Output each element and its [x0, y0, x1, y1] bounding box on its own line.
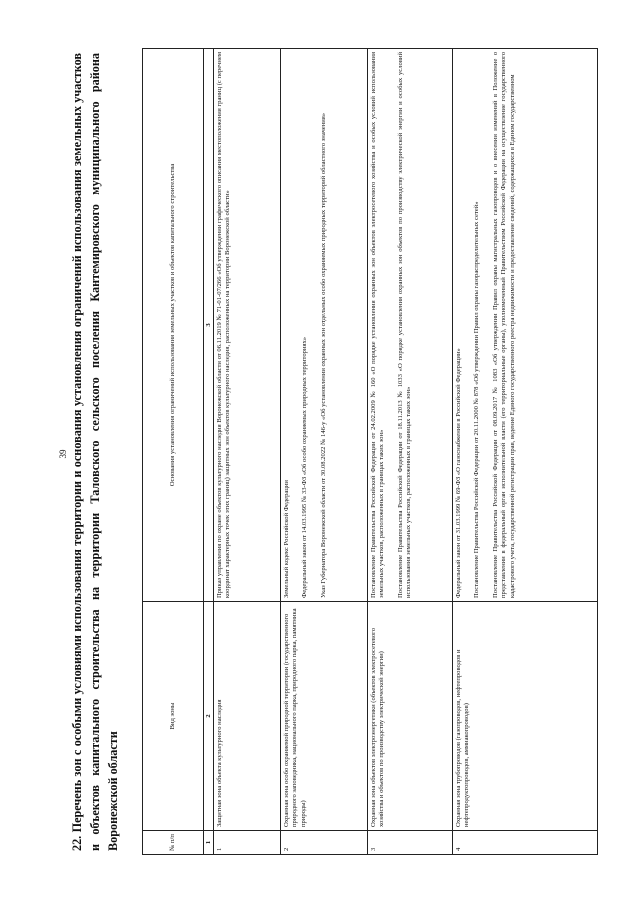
basis-paragraph: Постановление Правительства Российской Федерации от 20.11.2000 № 878 «Об утверждении Правил охраны газораспределительных сетей»	[473, 201, 481, 598]
header-zone-type: Вид зоны	[143, 602, 204, 831]
row-number: 3	[368, 831, 453, 855]
basis-cell	[453, 49, 598, 602]
header-number: № п/п	[143, 831, 204, 855]
zone-type-cell: Охранная зона особо охраняемой природной территории (государственного природного заповедника, национального парка, природного парка, памятника природы)	[281, 602, 368, 831]
basis-paragraph: Постановление Правительства Российской Федерации от 08.09.2017 № 1083 «Об утверждении Правил охраны магистральных газопроводов и о внесении изменений в Положение о представлении в федеральный орган исполнительной власти (его территориальные органы), уполномоченный Правительством Российской Федерации на осуществление государственного кадастрового учета, государственной регистрации прав, ведение Единого государственного реестра недвижимости и предоставление сведений, содержащихся в Едином государственном	[491, 52, 516, 598]
table-row	[214, 49, 281, 855]
basis-paragraph: Федеральный закон от 14.03.1995 № 33-ФЗ «Об особо охраняемых природных территориях»	[301, 336, 309, 598]
zone-type-cell: Защитная зона объекта культурного наследия	[214, 602, 281, 831]
zones-table	[142, 48, 598, 855]
table-row	[453, 49, 598, 855]
column-index: 3	[204, 49, 214, 602]
table-header-row	[143, 49, 204, 855]
basis-paragraph: Приказ управления по охране объектов культурного наследия Воронежской области от 06.11.2019 № 71-01-07/266 «Об утверждении графического описания местоположения границ (с перечнем координат характерных точек этих границ) защитных зон объектов культурного наследия, расположенных на территории Воронежской области»	[216, 52, 232, 598]
document-title: 22. Перечень зон с особыми условиями использования территории и основания установления ограничений использования земельных участков и объектов капитального строительства на территории Таловского сельского поселения Кантемировского муниципального района Воронежской области	[70, 53, 120, 851]
column-index: 1	[204, 831, 214, 855]
row-number: 2	[281, 831, 368, 855]
zone-type-cell: Охранная зона объектов электроэнергетики (объектов электросетевого хозяйства и объектов по производству электрической энергии)	[368, 602, 453, 831]
row-number: 1	[214, 831, 281, 855]
row-number: 4	[453, 831, 598, 855]
basis-cell	[214, 49, 281, 602]
basis-cell	[281, 49, 368, 602]
basis-paragraph: Постановление Правительства Российской Федерации от 18.11.2013 № 1033 «О порядке установления охранных зон объектов по производству электрической энергии и особых условий использования земельных участков, расположенных в границах таких зон»	[396, 52, 413, 598]
header-basis: Основания установления ограничений использования земельных участков и объектов капитального строительства	[143, 49, 204, 602]
column-index-row	[204, 49, 214, 855]
basis-paragraph: Указ Губернатора Воронежской области от 30.08.2022 № 146-у «Об установлении охранных зон отдельных особо охраняемых природных территорий областного значения»	[319, 112, 327, 598]
table-row	[281, 49, 368, 855]
basis-paragraph: Федеральный закон от 31.03.1999 № 69-ФЗ «О газоснабжении в Российской Федерации»	[455, 348, 462, 598]
basis-paragraph: Постановление Правительства Российской Федерации от 24.02.2009 № 160 «О порядке установления охранных зон объектов электросетевого хозяйства и особых условий использования земельных участков, расположенных в границах таких зон»	[370, 52, 386, 598]
table-row	[368, 49, 453, 855]
rotated-page-content	[64, 49, 612, 855]
column-index: 2	[204, 602, 214, 831]
basis-cell	[368, 49, 453, 602]
zone-type-cell: Охранная зона трубопроводов (газопроводов, нефтепроводов и нефтепродуктопроводов, аммиакопроводов)	[453, 602, 598, 831]
basis-paragraph: Земельный кодекс Российской Федерации	[283, 480, 290, 598]
page-number: 39	[58, 449, 68, 459]
